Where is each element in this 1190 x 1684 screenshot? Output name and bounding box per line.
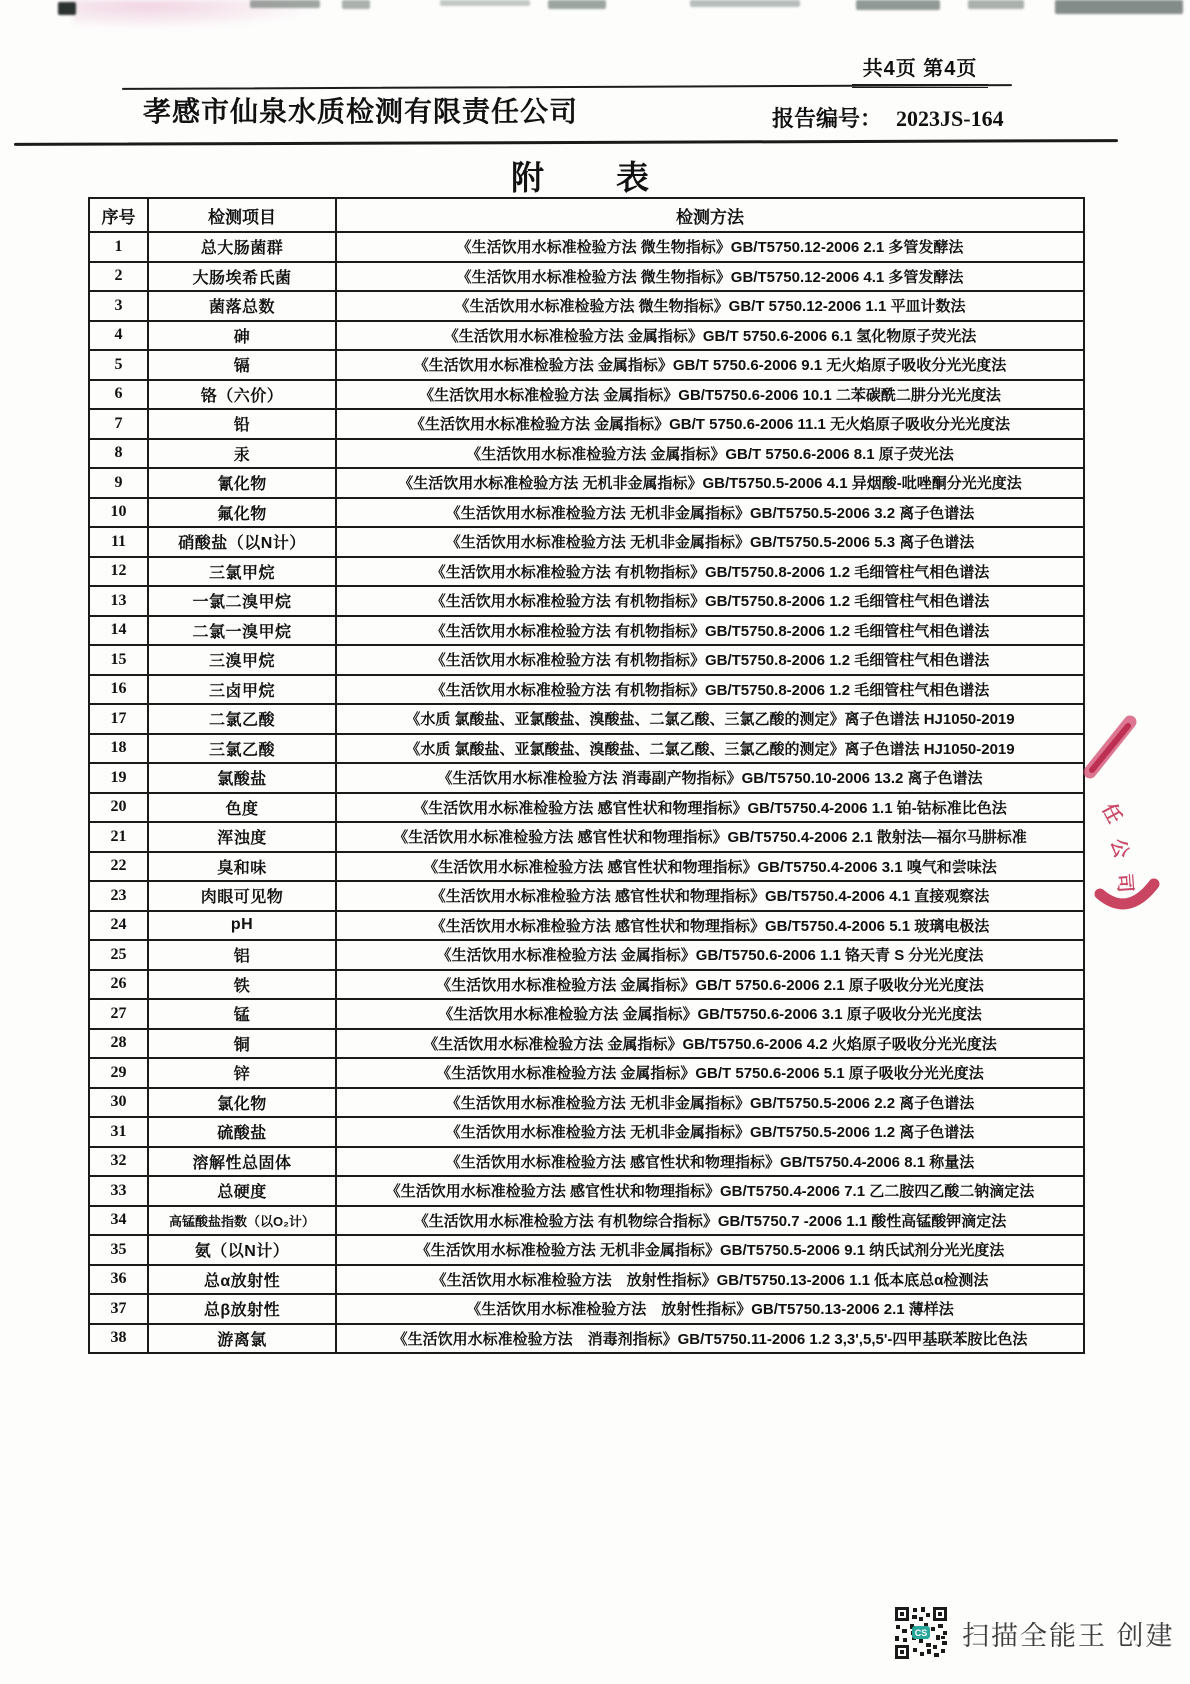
test-item-cell: 锰 xyxy=(148,999,336,1029)
test-method-cell: 《生活饮用水标准检验方法 微生物指标》GB/T5750.12-2006 2.1 多管发酵法 xyxy=(336,232,1084,262)
row-number-cell: 11 xyxy=(89,527,148,557)
row-number-cell: 25 xyxy=(89,940,148,970)
test-item-cell: 氯化物 xyxy=(148,1088,336,1118)
table-row xyxy=(89,291,1084,321)
test-method-cell: 《生活饮用水标准检验方法 无机非金属指标》GB/T5750.5-2006 9.1 纳氏试剂分光光度法 xyxy=(336,1235,1084,1265)
test-method-cell: 《生活饮用水标准检验方法 金属指标》GB/T5750.6-2006 4.2 火焰原子吸收分光光度法 xyxy=(336,1029,1084,1059)
row-number-cell: 35 xyxy=(89,1235,148,1265)
seal-char: 任 xyxy=(1097,800,1126,828)
company-name: 孝感市仙泉水质检测有限责任公司 xyxy=(143,96,579,127)
row-number-cell: 16 xyxy=(89,675,148,705)
test-item-cell: 铬（六价） xyxy=(148,380,336,410)
test-item-cell: 氟化物 xyxy=(148,498,336,528)
test-method-cell: 《生活饮用水标准检验方法 消毒副产物指标》GB/T5750.10-2006 13.2 离子色谱法 xyxy=(336,763,1084,793)
test-item-cell: 镉 xyxy=(148,350,336,380)
header-rule-bottom xyxy=(14,139,1118,146)
table-row xyxy=(89,704,1084,734)
table-row xyxy=(89,793,1084,823)
table-row xyxy=(89,439,1084,469)
test-method-cell: 《水质 氯酸盐、亚氯酸盐、溴酸盐、二氯乙酸、三氯乙酸的测定》离子色谱法 HJ1050-2019 xyxy=(336,704,1084,734)
test-item-cell: 三溴甲烷 xyxy=(148,645,336,675)
table-row xyxy=(89,1088,1084,1118)
table-row xyxy=(89,1117,1084,1147)
row-number-cell: 21 xyxy=(89,822,148,852)
row-number-cell: 31 xyxy=(89,1117,148,1147)
row-number-cell: 19 xyxy=(89,763,148,793)
test-method-cell: 《生活饮用水标准检验方法 无机非金属指标》GB/T5750.5-2006 3.2 离子色谱法 xyxy=(336,498,1084,528)
test-method-cell: 《生活饮用水标准检验方法 有机物指标》GB/T5750.8-2006 1.2 毛细管柱气相色谱法 xyxy=(336,616,1084,646)
scan-artifact xyxy=(968,0,1024,9)
column-header-no: 序号 xyxy=(89,198,148,232)
red-seal-stamp xyxy=(1078,698,1190,923)
table-row xyxy=(89,1324,1084,1354)
test-item-cell: pH xyxy=(148,911,336,941)
test-item-cell: 色度 xyxy=(148,793,336,823)
table-row xyxy=(89,350,1084,380)
table-header-row xyxy=(89,198,1084,232)
test-item-cell: 汞 xyxy=(148,439,336,469)
scan-artifact xyxy=(250,0,320,8)
test-item-cell: 砷 xyxy=(148,321,336,351)
table-row xyxy=(89,468,1084,498)
page-title-char-2: 表 xyxy=(616,159,649,196)
test-method-cell: 《生活饮用水标准检验方法 微生物指标》GB/T 5750.12-2006 1.1 平皿计数法 xyxy=(336,291,1084,321)
table-row xyxy=(89,1206,1084,1236)
test-method-cell: 《生活饮用水标准检验方法 有机物综合指标》GB/T5750.7 -2006 1.1 酸性高锰酸钾滴定法 xyxy=(336,1206,1084,1236)
test-item-cell: 臭和味 xyxy=(148,852,336,882)
test-method-cell: 《生活饮用水标准检验方法 感官性状和物理指标》GB/T5750.4-2006 8.1 称量法 xyxy=(336,1147,1084,1177)
row-number-cell: 2 xyxy=(89,262,148,292)
table-row xyxy=(89,527,1084,557)
row-number-cell: 36 xyxy=(89,1265,148,1295)
table-row xyxy=(89,557,1084,587)
test-method-cell: 《生活饮用水标准检验方法 无机非金属指标》GB/T5750.5-2006 1.2 离子色谱法 xyxy=(336,1117,1084,1147)
row-number-cell: 17 xyxy=(89,704,148,734)
test-item-cell: 游离氯 xyxy=(148,1324,336,1354)
test-item-cell: 锌 xyxy=(148,1058,336,1088)
test-item-cell: 铝 xyxy=(148,940,336,970)
scan-artifact xyxy=(342,0,370,9)
seal-char: 司 xyxy=(1113,872,1136,894)
method-table xyxy=(88,197,1085,1354)
row-number-cell: 33 xyxy=(89,1176,148,1206)
table-row xyxy=(89,999,1084,1029)
test-item-cell: 三氯乙酸 xyxy=(148,734,336,764)
test-item-cell: 铁 xyxy=(148,970,336,1000)
test-item-cell: 氰化物 xyxy=(148,468,336,498)
row-number-cell: 26 xyxy=(89,970,148,1000)
row-number-cell: 24 xyxy=(89,911,148,941)
test-method-cell: 《生活饮用水标准检验方法 金属指标》GB/T 5750.6-2006 11.1 无火焰原子吸收分光光度法 xyxy=(336,409,1084,439)
table-row xyxy=(89,1147,1084,1177)
seal-char: 公 xyxy=(1106,836,1132,861)
row-number-cell: 1 xyxy=(89,232,148,262)
test-method-cell: 《生活饮用水标准检验方法 感官性状和物理指标》GB/T5750.4-2006 4.1 直接观察法 xyxy=(336,881,1084,911)
row-number-cell: 3 xyxy=(89,291,148,321)
test-method-cell: 《生活饮用水标准检验方法 有机物指标》GB/T5750.8-2006 1.2 毛细管柱气相色谱法 xyxy=(336,645,1084,675)
scan-artifact xyxy=(58,2,76,15)
table-row xyxy=(89,321,1084,351)
test-method-cell: 《生活饮用水标准检验方法 微生物指标》GB/T5750.12-2006 4.1 多管发酵法 xyxy=(336,262,1084,292)
test-method-cell: 《生活饮用水标准检验方法 感官性状和物理指标》GB/T5750.4-2006 5.1 玻璃电极法 xyxy=(336,911,1084,941)
test-item-cell: 铜 xyxy=(148,1029,336,1059)
test-item-cell: 高锰酸盐指数（以O₂计） xyxy=(148,1206,336,1236)
test-method-cell: 《生活饮用水标准检验方法 金属指标》GB/T 5750.6-2006 9.1 无火焰原子吸收分光光度法 xyxy=(336,350,1084,380)
scan-artifact xyxy=(856,0,940,10)
test-method-cell: 《生活饮用水标准检验方法 金属指标》GB/T 5750.6-2006 6.1 氢化物原子荧光法 xyxy=(336,321,1084,351)
test-item-cell: 大肠埃希氏菌 xyxy=(148,262,336,292)
row-number-cell: 32 xyxy=(89,1147,148,1177)
test-item-cell: 总β放射性 xyxy=(148,1294,336,1324)
row-number-cell: 13 xyxy=(89,586,148,616)
table-row xyxy=(89,498,1084,528)
table-row xyxy=(89,822,1084,852)
seal-arc-upper-core xyxy=(1092,726,1128,770)
scan-artifact xyxy=(690,0,800,7)
row-number-cell: 9 xyxy=(89,468,148,498)
qr-code-icon xyxy=(893,1605,949,1661)
column-header-method: 检测方法 xyxy=(336,198,1084,232)
test-method-cell: 《生活饮用水标准检验方法 金属指标》GB/T 5750.6-2006 5.1 原子吸收分光光度法 xyxy=(336,1058,1084,1088)
test-method-cell: 《生活饮用水标准检验方法 感官性状和物理指标》GB/T5750.4-2006 3.1 嗅气和尝味法 xyxy=(336,852,1084,882)
test-method-cell: 《生活饮用水标准检验方法 有机物指标》GB/T5750.8-2006 1.2 毛细管柱气相色谱法 xyxy=(336,557,1084,587)
test-item-cell: 浑浊度 xyxy=(148,822,336,852)
row-number-cell: 20 xyxy=(89,793,148,823)
test-item-cell: 溶解性总固体 xyxy=(148,1147,336,1177)
test-item-cell: 硫酸盐 xyxy=(148,1117,336,1147)
scan-artifact xyxy=(1055,0,1183,14)
test-item-cell: 二氯乙酸 xyxy=(148,704,336,734)
table-row xyxy=(89,1176,1084,1206)
table-row xyxy=(89,970,1084,1000)
test-item-cell: 总α放射性 xyxy=(148,1265,336,1295)
test-method-cell: 《生活饮用水标准检验方法 无机非金属指标》GB/T5750.5-2006 5.3 离子色谱法 xyxy=(336,527,1084,557)
scan-artifact xyxy=(548,0,606,9)
scanner-credit-text: 扫描全能王 创建 xyxy=(962,1621,1175,1651)
test-method-cell: 《水质 氯酸盐、亚氯酸盐、溴酸盐、二氯乙酸、三氯乙酸的测定》离子色谱法 HJ1050-2019 xyxy=(336,734,1084,764)
table-row xyxy=(89,1294,1084,1324)
table-row xyxy=(89,616,1084,646)
test-method-cell: 《生活饮用水标准检验方法 有机物指标》GB/T5750.8-2006 1.2 毛细管柱气相色谱法 xyxy=(336,675,1084,705)
row-number-cell: 30 xyxy=(89,1088,148,1118)
qr-cs-badge xyxy=(912,1626,930,1639)
test-method-cell: 《生活饮用水标准检验方法 消毒剂指标》GB/T5750.11-2006 1.2 3,3',5,5'-四甲基联苯胺比色法 xyxy=(336,1324,1084,1354)
test-method-cell: 《生活饮用水标准检验方法 有机物指标》GB/T5750.8-2006 1.2 毛细管柱气相色谱法 xyxy=(336,586,1084,616)
row-number-cell: 18 xyxy=(89,734,148,764)
row-number-cell: 27 xyxy=(89,999,148,1029)
row-number-cell: 7 xyxy=(89,409,148,439)
row-number-cell: 34 xyxy=(89,1206,148,1236)
table-row xyxy=(89,409,1084,439)
table-row xyxy=(89,734,1084,764)
table-row xyxy=(89,1058,1084,1088)
row-number-cell: 12 xyxy=(89,557,148,587)
test-item-cell: 氨（以N计） xyxy=(148,1235,336,1265)
table-row xyxy=(89,1265,1084,1295)
page-title-char-1: 附 xyxy=(511,159,544,196)
table-row xyxy=(89,232,1084,262)
test-item-cell: 总硬度 xyxy=(148,1176,336,1206)
row-number-cell: 22 xyxy=(89,852,148,882)
table-row xyxy=(89,1235,1084,1265)
test-item-cell: 菌落总数 xyxy=(148,291,336,321)
row-number-cell: 5 xyxy=(89,350,148,380)
table-row xyxy=(89,645,1084,675)
row-number-cell: 6 xyxy=(89,380,148,410)
test-method-cell: 《生活饮用水标准检验方法 感官性状和物理指标》GB/T5750.4-2006 7.1 乙二胺四乙酸二钠滴定法 xyxy=(336,1176,1084,1206)
pagination-label: 共4页 第4页 xyxy=(852,52,988,88)
test-item-cell: 氯酸盐 xyxy=(148,763,336,793)
table-row xyxy=(89,586,1084,616)
test-method-cell: 《生活饮用水标准检验方法 金属指标》GB/T5750.6-2006 10.1 二苯碳酰二肼分光光度法 xyxy=(336,380,1084,410)
report-number-value: 2023JS-164 xyxy=(896,106,1004,131)
method-table-body xyxy=(89,232,1084,1353)
row-number-cell: 38 xyxy=(89,1324,148,1354)
table-row xyxy=(89,852,1084,882)
test-item-cell: 硝酸盐（以N计） xyxy=(148,527,336,557)
test-item-cell: 三氯甲烷 xyxy=(148,557,336,587)
test-item-cell: 肉眼可见物 xyxy=(148,881,336,911)
test-method-cell: 《生活饮用水标准检验方法 感官性状和物理指标》GB/T5750.4-2006 2.1 散射法—福尔马肼标准 xyxy=(336,822,1084,852)
row-number-cell: 37 xyxy=(89,1294,148,1324)
test-method-cell: 《生活饮用水标准检验方法 金属指标》GB/T5750.6-2006 1.1 铬天青 S 分光光度法 xyxy=(336,940,1084,970)
test-item-cell: 一氯二溴甲烷 xyxy=(148,586,336,616)
test-item-cell: 三卤甲烷 xyxy=(148,675,336,705)
table-row xyxy=(89,881,1084,911)
column-header-item: 检测项目 xyxy=(148,198,336,232)
table-row xyxy=(89,911,1084,941)
test-method-cell: 《生活饮用水标准检验方法 金属指标》GB/T 5750.6-2006 8.1 原子荧光法 xyxy=(336,439,1084,469)
method-table-wrap xyxy=(88,197,1085,1354)
table-row xyxy=(89,763,1084,793)
test-method-cell: 《生活饮用水标准检验方法 金属指标》GB/T 5750.6-2006 2.1 原子吸收分光光度法 xyxy=(336,970,1084,1000)
scan-artifact xyxy=(440,0,530,6)
report-number-label: 报告编号： xyxy=(772,106,883,131)
test-method-cell: 《生活饮用水标准检验方法 无机非金属指标》GB/T5750.5-2006 4.1 异烟酸-吡唑酮分光光度法 xyxy=(336,468,1084,498)
test-method-cell: 《生活饮用水标准检验方法 感官性状和物理指标》GB/T5750.4-2006 1.1 铂-钴标准比色法 xyxy=(336,793,1084,823)
row-number-cell: 15 xyxy=(89,645,148,675)
page-title xyxy=(0,152,1160,199)
table-row xyxy=(89,262,1084,292)
row-number-cell: 8 xyxy=(89,439,148,469)
table-row xyxy=(89,675,1084,705)
table-row xyxy=(89,940,1084,970)
row-number-cell: 14 xyxy=(89,616,148,646)
svg-text:CS: CS xyxy=(914,1628,928,1638)
row-number-cell: 29 xyxy=(89,1058,148,1088)
test-method-cell: 《生活饮用水标准检验方法 金属指标》GB/T5750.6-2006 3.1 原子吸收分光光度法 xyxy=(336,999,1084,1029)
test-method-cell: 《生活饮用水标准检验方法 放射性指标》GB/T5750.13-2006 1.1 低本底总α检测法 xyxy=(336,1265,1084,1295)
report-number-line xyxy=(772,102,1004,133)
test-item-cell: 铅 xyxy=(148,409,336,439)
row-number-cell: 28 xyxy=(89,1029,148,1059)
test-item-cell: 总大肠菌群 xyxy=(148,232,336,262)
table-row xyxy=(89,1029,1084,1059)
test-method-cell: 《生活饮用水标准检验方法 放射性指标》GB/T5750.13-2006 2.1 薄样法 xyxy=(336,1294,1084,1324)
row-number-cell: 10 xyxy=(89,498,148,528)
test-method-cell: 《生活饮用水标准检验方法 无机非金属指标》GB/T5750.5-2006 2.2 离子色谱法 xyxy=(336,1088,1084,1118)
row-number-cell: 23 xyxy=(89,881,148,911)
row-number-cell: 4 xyxy=(89,321,148,351)
test-item-cell: 二氯一溴甲烷 xyxy=(148,616,336,646)
table-row xyxy=(89,380,1084,410)
